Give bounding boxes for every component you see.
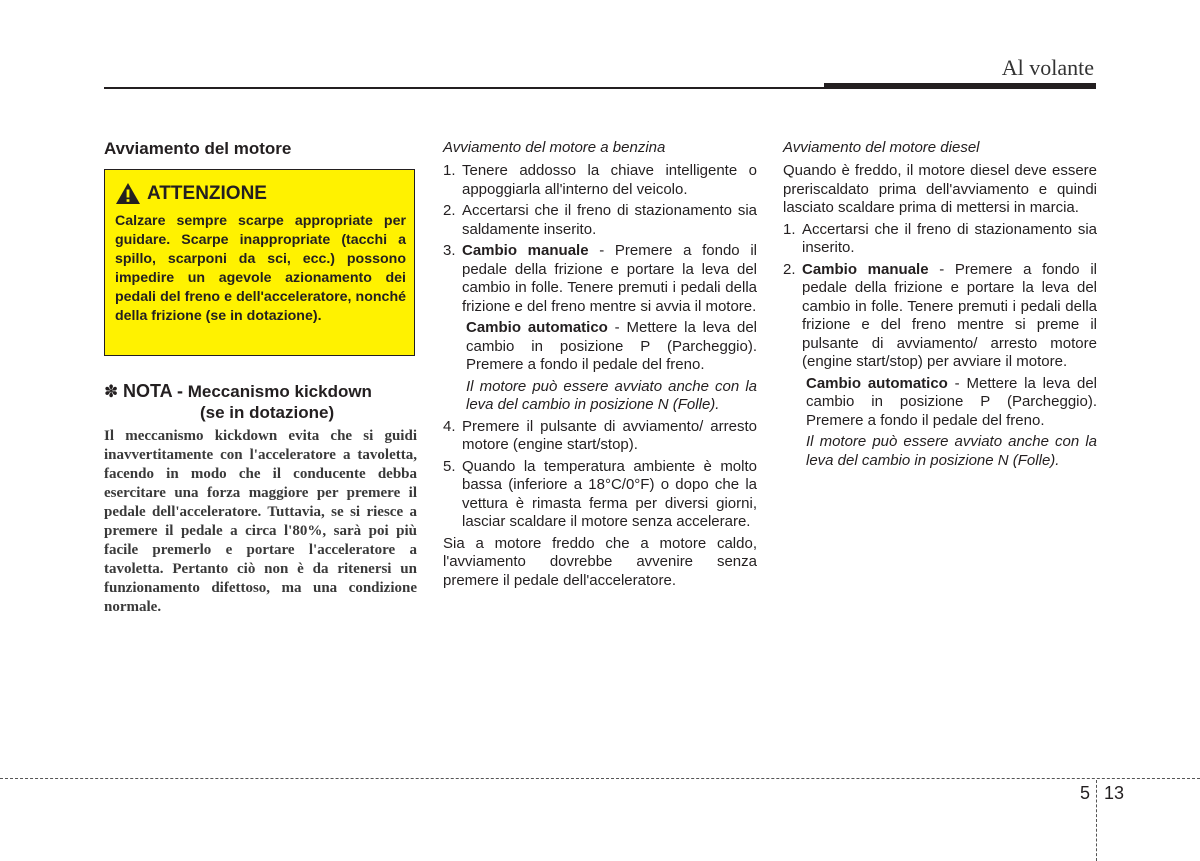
diesel-start-steps: [783, 162, 1097, 473]
footer-rule: [0, 778, 1200, 779]
list-item: 2. Cambio manuale - Premere a fondo il pedale della frizione e portare la leva del cambio in folle. Tenere premuti i pedali della frizione e del freno mentre si preme il pulsante di avviamento/ arresto motore (engine start/stop) per avviare il motore.: [783, 260, 1097, 370]
section-title: Avviamento del motore: [104, 139, 292, 158]
list-item: 3. Cambio manuale - Premere a fondo il pedale della frizione e portare la leva del cambio in folle. Tenere premuti i pedali della frizione e del freno mentre si avvia il motore.: [443, 242, 757, 315]
warning-title: ATTENZIONE: [147, 182, 267, 204]
list-item: 4. Premere il pulsante di avviamento/ arresto motore (engine start/stop).: [443, 417, 757, 453]
warning-box: [104, 169, 415, 356]
chapter-number: 5: [1079, 783, 1090, 803]
list-item: 1. Accertarsi che il freno di stazionamento sia inserito.: [783, 220, 1097, 256]
warning-triangle-icon: [115, 182, 141, 205]
note-header: [104, 381, 417, 423]
neutral-note: Il motore può essere avviato anche con la leva del cambio in posizione N (Folle).: [806, 433, 1097, 469]
warning-text: Calzare sempre scarpe appropriate per guidare. Scarpe inappropriate (tacchi a spillo, scarponi da sci, ecc.) possono impedire un agevole azionamento dei pedali del freno e dell'acceleratore, nonché della frizione (se in dotazione).: [115, 213, 406, 324]
header-rule: [104, 87, 824, 89]
list-item: 5. Quando la temperatura ambiente è molto bassa (inferiore a 18°C/0°F) o dopo che la vettura è rimasta ferma per diversi giorni, lasciar scaldare il motore senza accelerare.: [443, 457, 757, 530]
list-item: 2. Accertarsi che il freno di stazionamento sia saldamente inserito.: [443, 202, 757, 238]
list-item: 1. Tenere addosso la chiave intelligente o appoggiarla all'interno del veicolo.: [443, 162, 757, 198]
page-number-divider: [1096, 780, 1097, 861]
note-symbol-icon: ✽: [104, 382, 119, 401]
automatic-transmission-step: Cambio automatico - Mettere la leva del cambio in posizione P (Parcheggio). Premere a fondo il pedale del freno.: [466, 319, 757, 373]
automatic-transmission-step: Cambio automatico - Mettere la leva del cambio in posizione P (Parcheggio). Premere a fondo il pedale del freno.: [806, 374, 1097, 429]
note-label: NOTA -: [122, 381, 183, 401]
neutral-note: Il motore può essere avviato anche con la leva del cambio in posizione N (Folle).: [466, 377, 757, 413]
closing-paragraph: Sia a motore freddo che a motore caldo, l'avviamento dovrebbe avvenire senza premere il pedale dell'acceleratore.: [443, 534, 757, 589]
note-title-line2: (se in dotazione): [200, 403, 335, 422]
warning-header: [115, 182, 267, 205]
petrol-start-steps: [443, 162, 757, 590]
page-number: 13: [1104, 783, 1125, 803]
diesel-intro: Quando è freddo, il motore diesel deve essere preriscaldato prima dell'avviamento e quindi lasciato scaldare prima di mettersi in marcia.: [783, 162, 1097, 216]
petrol-start-title: Avviamento del motore a benzina: [443, 139, 666, 156]
note-title: Meccanismo kickdown: [187, 382, 372, 401]
chapter-title: Al volante: [1001, 55, 1094, 80]
diesel-start-title: Avviamento del motore diesel: [783, 139, 980, 156]
header-rule-thick: [824, 83, 1096, 89]
note-text: Il meccanismo kickdown evita che si guidi inavvertitamente con l'acceleratore a tavoletta, facendo in modo che il conducente debba esercitare una forza maggiore per premere il pedale dell'acceleratore. Tuttavia, se si riesce a premere il pedale a circa l'80%, sarà poi più facile premerlo e portare l'acceleratore a tavoletta. Pertanto ciò non è da ritenersi un funzionamento difettoso, ma una condizione normale.: [104, 428, 417, 615]
